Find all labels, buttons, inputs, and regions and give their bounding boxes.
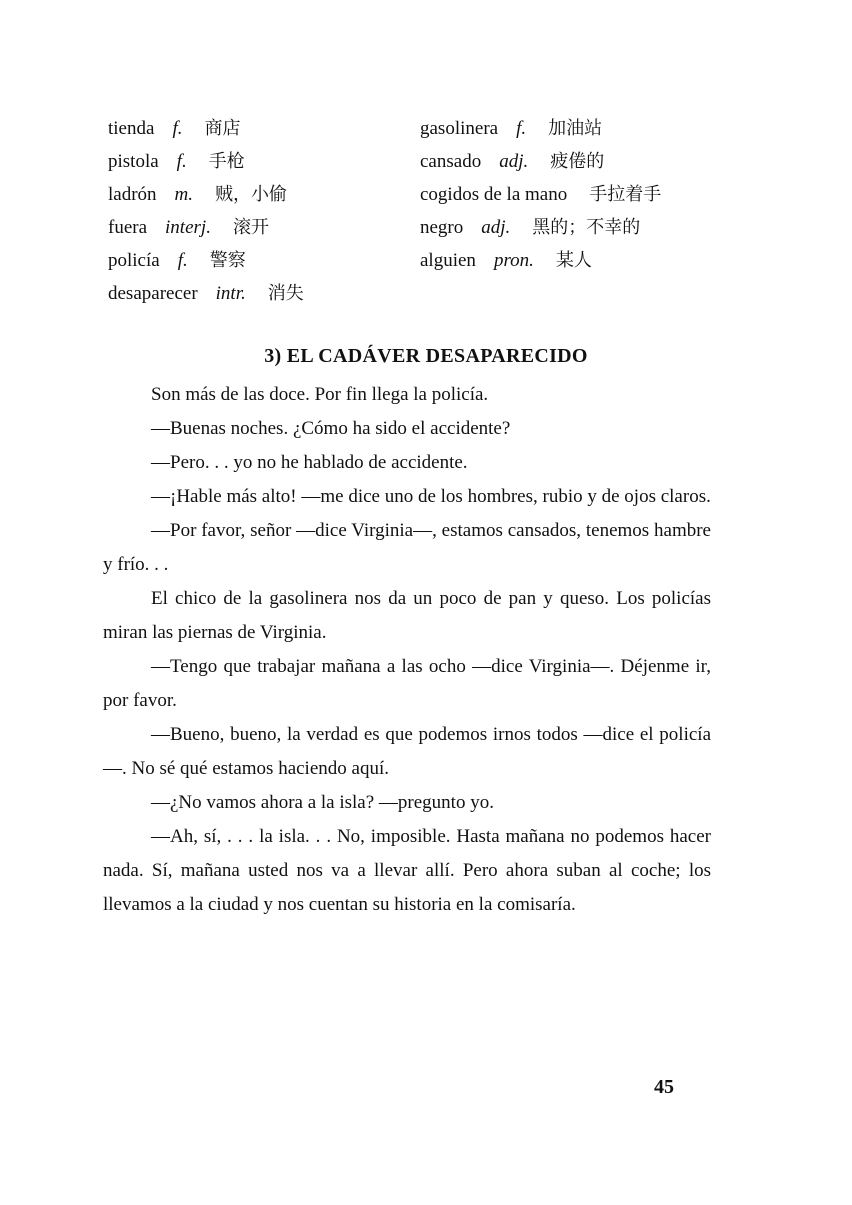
story-paragraph: —¡Hable más alto! —me dice uno de los hombres, rubio y de ojos claros. [151,486,711,507]
vocab-meaning: 某人 [555,250,592,271]
vocab-word: ladrón [108,184,157,205]
vocab-pos: interj. [165,217,211,238]
vocab-word: tienda [108,118,155,139]
vocab-word: cansado [420,151,482,172]
vocab-pos: intr. [215,283,246,304]
vocab-meaning: 加油站 [548,118,603,139]
vocab-pos: m. [174,184,194,205]
vocab-entry [108,277,408,310]
story-paragraph: —¿No vamos ahora a la isla? —pregunto yo. [151,792,494,813]
vocab-entry [108,211,408,244]
vocab-pos: f. [516,118,527,139]
page-number: 45 [654,1076,674,1098]
vocab-word: pistola [108,151,159,172]
vocab-entry [420,178,750,211]
story-paragraph: —Tengo que trabajar mañana a las ocho —dice Virginia—. Déjenme ir, por favor. [103,656,711,711]
vocab-meaning: 疲倦的 [550,151,605,172]
vocab-entry [108,244,408,277]
vocab-word: negro [420,217,464,238]
vocab-pos: adj. [481,217,511,238]
vocab-meaning: 商店 [204,118,241,139]
vocab-meaning: 贼，小偷 [215,184,288,205]
story-paragraph: El chico de la gasolinera nos da un poco de pan y queso. Los policías miran las piernas de Virginia. [103,588,711,643]
vocab-pos: f. [177,250,188,271]
story-paragraph: —Buenas noches. ¿Cómo ha sido el accidente? [151,418,511,439]
story-paragraph: —Pero. . . yo no he hablado de accidente. [151,452,468,473]
story-paragraph: —Por favor, señor —dice Virginia—, estamos cansados, tenemos hambre y frío. . . [103,520,711,575]
vocab-pos: f. [176,151,187,172]
story-body [103,378,711,922]
vocab-entry [420,211,750,244]
vocab-entry [108,178,408,211]
vocabulary-right-column [420,112,750,277]
story-heading: 3) EL CADÁVER DESAPARECIDO [264,345,588,367]
vocab-meaning: 警察 [209,250,246,271]
vocab-pos: adj. [499,151,529,172]
vocab-meaning: 滚开 [232,217,269,238]
vocab-word: gasolinera [420,118,499,139]
vocabulary-left-column [108,112,408,310]
vocab-meaning: 黑的；不幸的 [532,217,641,238]
story-paragraph: Son más de las doce. Por fin llega la policía. [151,384,489,405]
vocab-entry [420,112,750,145]
story-paragraph: —Bueno, bueno, la verdad es que podemos irnos todos —dice el policía—. No sé qué estamos haciendo aquí. [103,724,711,779]
vocab-word: fuera [108,217,148,238]
vocab-pos: f. [172,118,183,139]
vocab-pos: pron. [493,250,534,271]
vocab-entry [108,145,408,178]
vocab-word: desaparecer [108,283,198,304]
vocab-entry [420,145,750,178]
vocab-word: alguien [420,250,476,271]
vocab-meaning: 消失 [267,283,304,304]
vocab-word: policía [108,250,160,271]
vocab-word: cogidos de la mano [420,184,568,205]
vocab-meaning: 手拉着手 [589,184,662,205]
vocab-entry [420,244,750,277]
vocab-meaning: 手枪 [208,151,245,172]
story-paragraph: —Ah, sí, . . . la isla. . . No, imposible. Hasta mañana no podemos hacer nada. Sí, mañana usted nos va a llevar allí. Pero ahora suban al coche; los llevamos a la ciudad y nos cuentan su historia en la comisaría. [103,826,711,915]
vocab-entry [108,112,408,145]
